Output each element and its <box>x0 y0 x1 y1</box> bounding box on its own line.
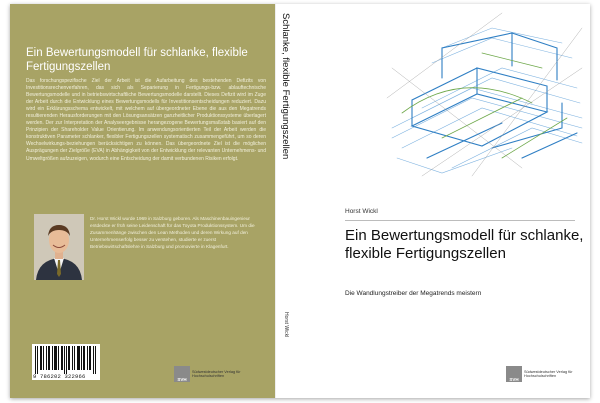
back-cover-title: Ein Bewertungsmodell für schlanke, flexible Fertigungszellen <box>26 47 248 73</box>
title-divider <box>345 220 575 221</box>
spine-title: Schlanke, flexible Fertigungszellen <box>280 13 291 160</box>
svh-logo-icon: SVH <box>174 366 190 382</box>
spine-author: Horst Wickl <box>283 312 289 338</box>
author-bio: Dr. Horst Wickl wurde 1969 in Salzburg geboren. Als Maschinenbauingenieur entdeckte er früh seine Leidenschaft für das Toyota Produktionssystem. Um die Zusammenhänge zwischen den Lean Methoden und deren Wirkung auf den Unternehmenserfolg besser zu verstehen, studierte er zuerst Betriebswirtschaftslehre in Salzburg und promovierte in Klagenfurt. <box>90 216 255 250</box>
factory-sketch-icon <box>382 8 587 178</box>
publisher-name-front: Südwestdeutscher Verlag für Hochschulschriften <box>524 369 573 378</box>
front-title: Ein Bewertungsmodell für schlanke, flexible Fertigungszellen <box>345 227 584 262</box>
publisher-name-back: Südwestdeutscher Verlag für Hochschulschriften <box>192 369 241 378</box>
front-subtitle: Die Wandlungstreiber der Megatrends meistern <box>345 290 482 297</box>
publisher-logo-front <box>506 366 584 382</box>
back-cover-description: Das forschungspezifische Ziel der Arbeit ist die Aufarbeitung des bestehenden Defizits von Investitionsrechenverfahren, das sich als Separierung in Fertigungs-bzw. ablauftechnische Bewertungsmodelle und in betriebswirtschaftliche Bewertungsmodelle darstellt. Dieses Defizit wird im Zuge der Arbeit durch die Entwicklung eines Bewertungsmodells für Investitionsentscheidungen reduziert. Dazu wird ein Erklärungsschema entwickelt, mit welchem auf übergeordneter Ebene die aus den Megatrends resultierenden Herausforderungen mit den Lösungsansätzen ganzheitlicher Produktionssysteme überlagert werden. Der zur Interpretation der Analyseergebnisse herangezogene Bewertungsmaßstab basiert auf den Prinzipien der Shareholder Value Orientierung. Im anwendungsorientierten Teil der Arbeit werden die konstruktiven Parameter schlanker, flexibler Fertigungszellen systematisch zusammengeführt, um so deren Wechselwirkungs-beziehungen berücksichtigen zu können. Das übergeordnete Ziel ist die möglichen Ausprägungen der Zielgröße (EVA) in Abhängigkeit von der Entwicklung der relevanten Unternehmens- und Umweltgrößen aufzuzeigen, wodurch eine Entscheidung der damit verbundenen Risiken erfolgt. <box>26 78 266 162</box>
isbn-digits: 9 786202 322966 <box>33 373 86 380</box>
svh-logo-icon: SVH <box>506 366 522 382</box>
front-author: Horst Wickl <box>345 208 378 215</box>
publisher-logo-back <box>174 366 252 382</box>
barcode <box>32 344 100 380</box>
author-portrait <box>34 214 84 280</box>
